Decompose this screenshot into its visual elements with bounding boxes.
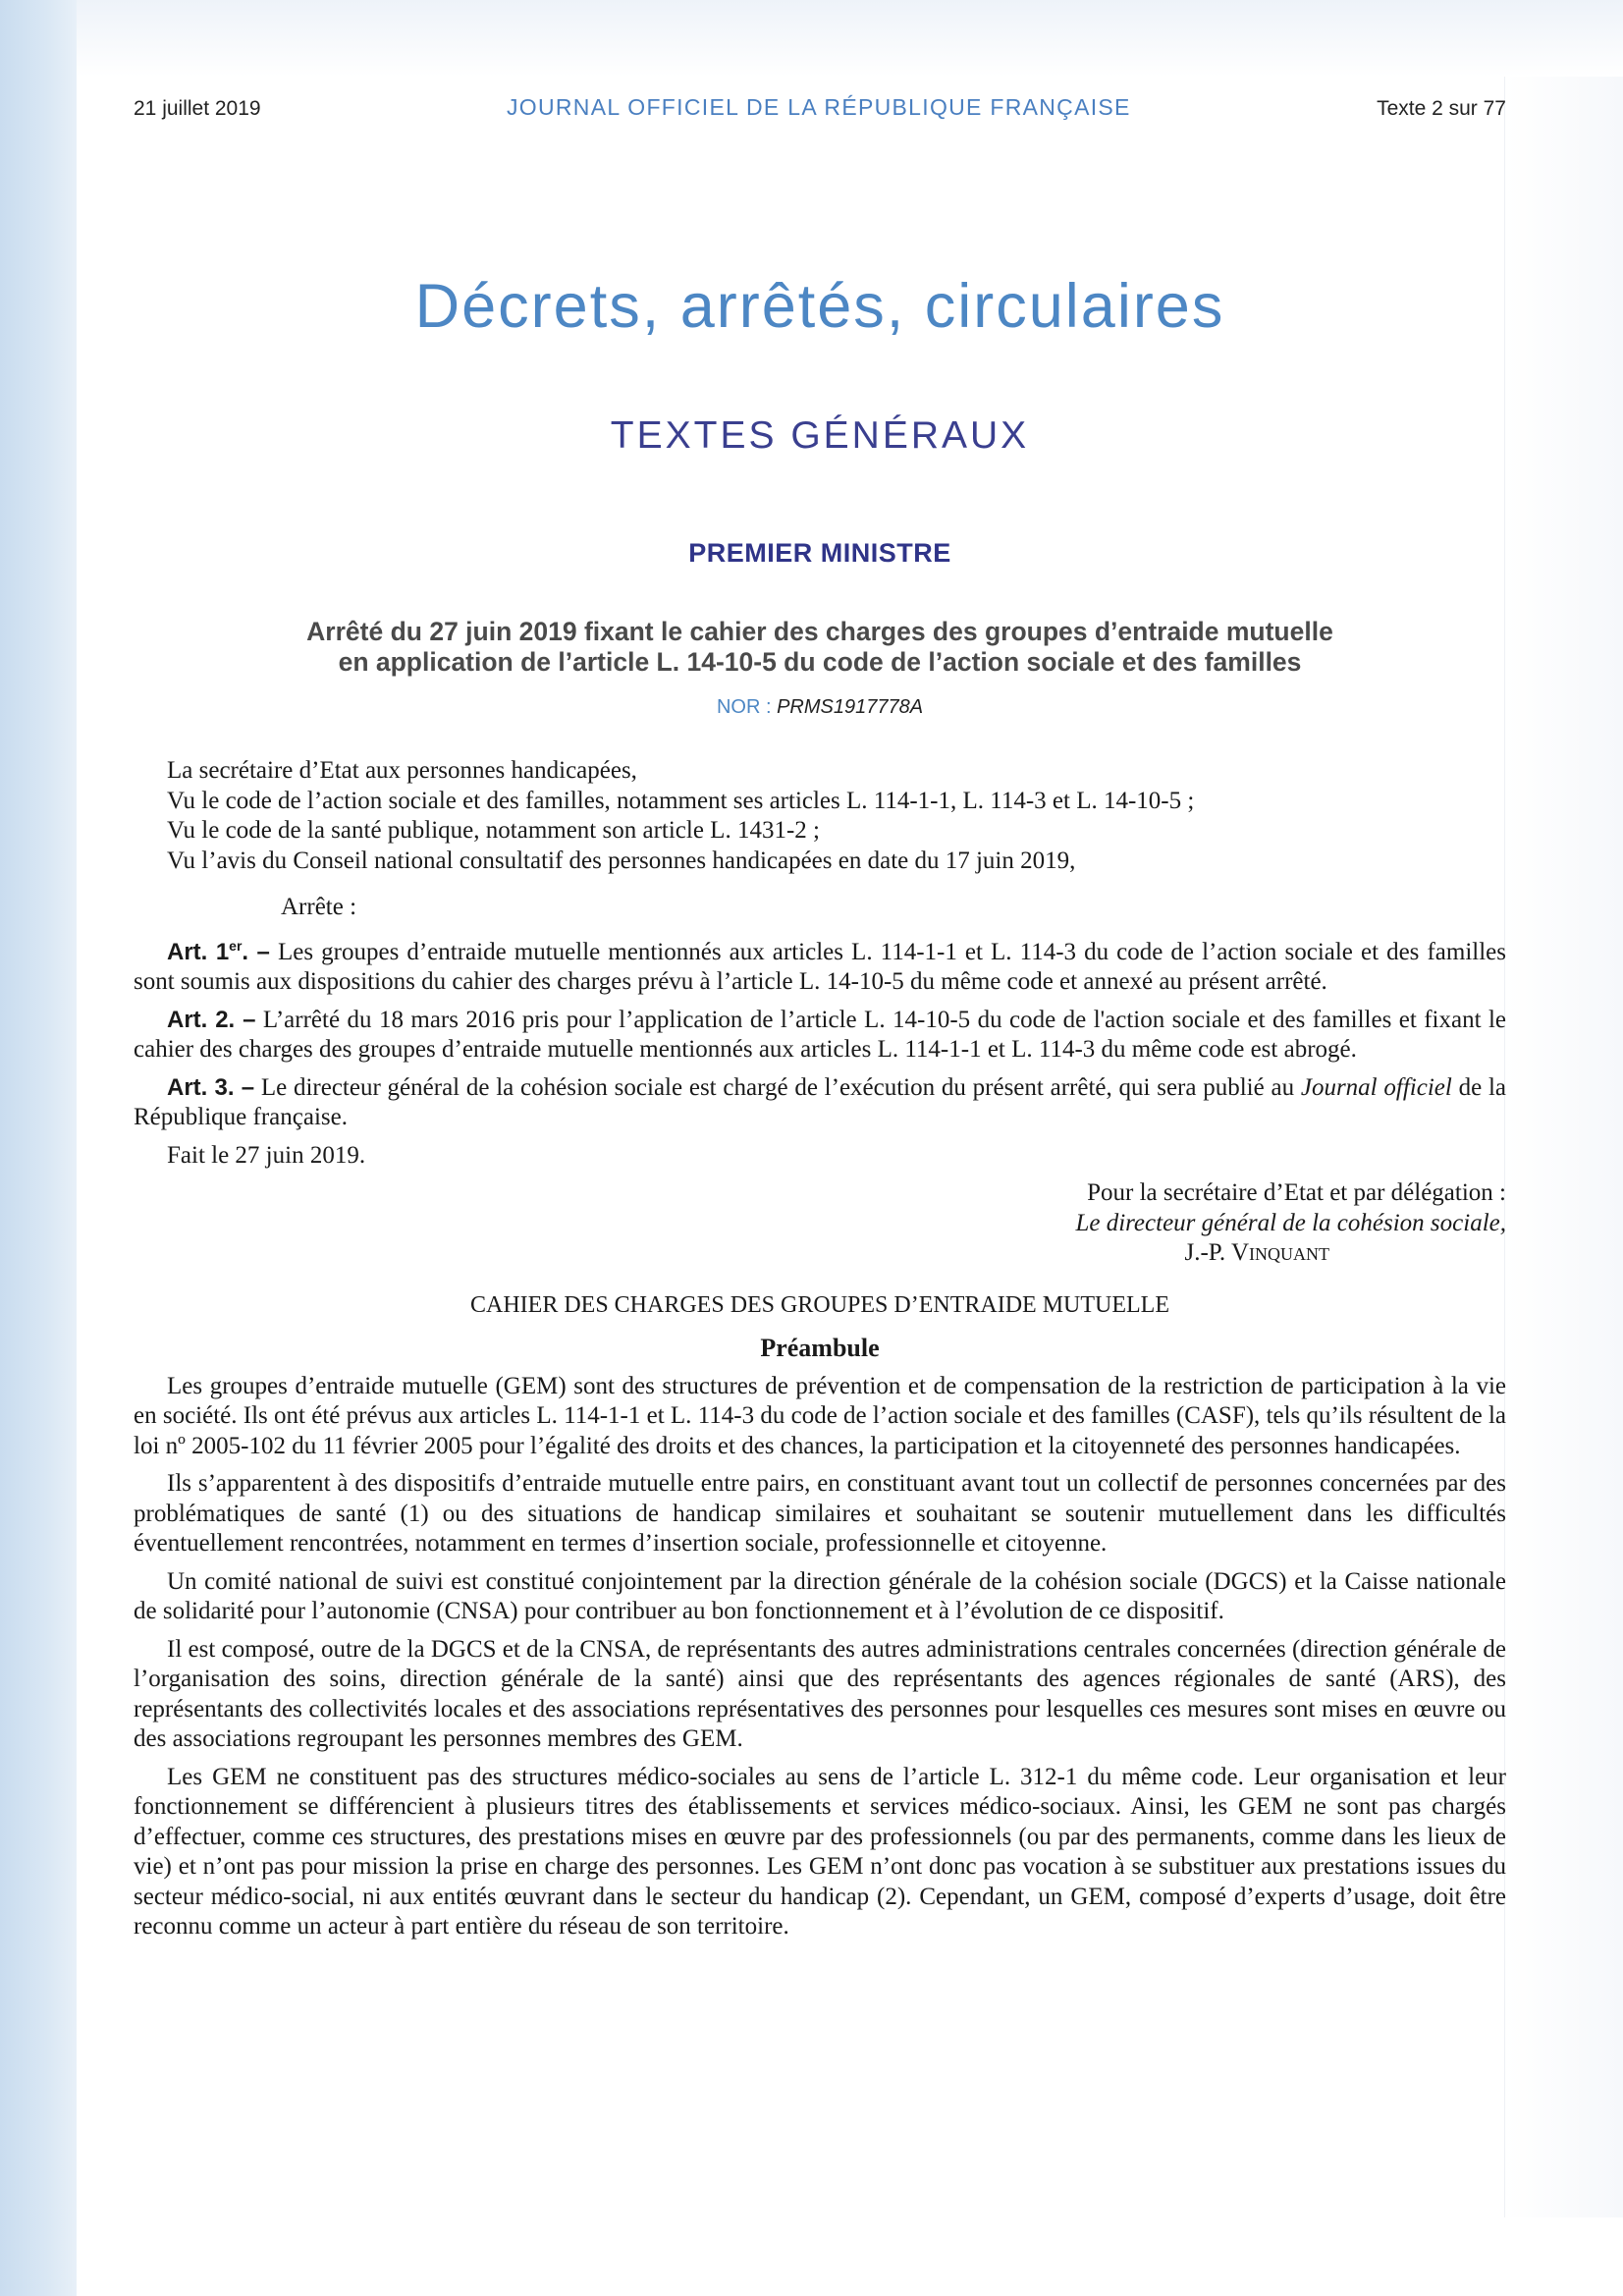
arrete-word: Arrête : [281, 894, 357, 920]
article-1-text: Les groupes d’entraide mutuelle mentionnés aux articles L. 114-1-1 et L. 114-3 du code de l’action sociale et des familles sont soumis aux dispositions du cahier des charges prévu à l’article L. 14-10-5 du même code et annexé au présent arrêté. [134, 938, 1506, 995]
article-3: Art. 3. – Le directeur général de la cohésion sociale est chargé de l’exécution du présent arrêté, qui sera publié au Journal officiel de la République française. [134, 1073, 1506, 1130]
fait-le: Fait le 27 juin 2019. [167, 1141, 366, 1169]
article-1-label: Art. 1er. – [167, 937, 270, 965]
document-body [134, 756, 1506, 1942]
journal-title: JOURNAL OFFICIEL DE LA RÉPUBLIQUE FRANÇAISE [506, 94, 1131, 120]
arrete-title-line-2: en application de l’article L. 14-10-5 du code de l’action sociale et des familles [338, 647, 1302, 677]
preambule-paragraph: Un comité national de suivi est constitué conjointement par la direction générale de la cohésion sociale (DGCS) et la Caisse nationale de solidarité pour l’autonomie (CNSA) pour contribuer au bon fonctionnement et à l’évolution de ce dispositif. [134, 1567, 1506, 1624]
page-right-edge [1504, 77, 1623, 2217]
header-date: 21 juillet 2019 [134, 97, 261, 120]
signature-block [134, 1178, 1506, 1269]
arrete-title-line-1: Arrêté du 27 juin 2019 fixant le cahier des charges des groupes d’entraide mutuelle [306, 617, 1333, 646]
article-2-text: L’arrêté du 18 mars 2016 pris pour l’application de l’article L. 14-10-5 du code de l'action sociale et des familles et fixant le cahier des charges des groupes d’entraide mutuelle mentionnés aux articles L. 114-1-1 et L. 114-3 du même code est abrogé. [134, 1006, 1507, 1063]
article-1 [134, 931, 1506, 998]
arrete-title [187, 617, 1453, 678]
page-top-edge [77, 0, 1623, 77]
visa-line: Vu l’avis du Conseil national consultatif des personnes handicapées en date du 17 juin 2019, [167, 847, 1076, 874]
visa-line: La secrétaire d’Etat aux personnes handicapées, [167, 757, 637, 784]
section-title: TEXTES GÉNÉRAUX [610, 414, 1030, 457]
preambule-title: Préambule [760, 1334, 880, 1362]
cahier-title: CAHIER DES CHARGES DES GROUPES D’ENTRAIDE MUTUELLE [470, 1291, 1169, 1318]
preambule-paragraph: Les groupes d’entraide mutuelle (GEM) sont des structures de prévention et de compensation de la restriction de participation à la vie en société. Ils ont été prévus aux articles L. 114-1-1 et L. 114-3 du code de l’action sociale et des familles (CASF), tels qu’ils résultent de la loi nº 2005-102 du 11 février 2005 pour l’égalité des droits et des chances, la participation et la citoyenneté des personnes handicapées. [134, 1372, 1506, 1459]
visa-line: Vu le code de l’action sociale et des familles, notamment ses articles L. 114-1-1, L. 114-3 et L. 14-10-5 ; [167, 787, 1195, 814]
preambule-paragraph: Les GEM ne constituent pas des structures médico-sociales au sens de l’article L. 312-1 du même code. Leur organisation et leur fonctionnement se différencient à plusieurs titres des établissements et services médico-sociaux. Ainsi, les GEM ne sont pas chargés d’effectuer, comme ces structures, des prestations mises en œuvre par des professionnels (ou par des permanents, comme dans les lieux de vie) et n’ont pas pour mission la prise en charge des personnes. Les GEM n’ont donc pas vocation à se substituer aux prestations issues du secteur médico-social, ni aux entités œuvrant dans le secteur du handicap (2). Cependant, un GEM, composé d’experts d’usage, doit être reconnu comme un acteur à part entière du réseau de son territoire. [134, 1763, 1506, 1940]
nor-reference [134, 696, 1506, 719]
nor-value: PRMS1917778A [777, 696, 924, 718]
page-number: Texte 2 sur 77 [1377, 97, 1506, 120]
visa-line: Vu le code de la santé publique, notamment son article L. 1431-2 ; [167, 817, 820, 844]
article-2 [134, 1006, 1506, 1066]
journal-officiel-italic: Journal officiel [1300, 1073, 1452, 1101]
signature-line-1: Pour la secrétaire d’Etat et par délégation : [1087, 1179, 1506, 1206]
preambule-paragraph: Il est composé, outre de la DGCS et de la CNSA, de représentants des autres administrations centrales concernées (direction générale de l’organisation des soins, direction générale de la santé) ainsi que des représentants des agences régionales de santé (ARS), des représentants des collectivités locales et des associations représentatives des personnes pour lesquelles ces mesures sont mises en œuvre ou des associations regroupant les personnes membres des GEM. [134, 1635, 1506, 1752]
page-header [134, 94, 1506, 128]
signature-name: J.-P. Vinquant [1184, 1239, 1329, 1266]
signature-line-2: Le directeur général de la cohésion sociale, [1075, 1209, 1506, 1236]
nor-label: NOR : [716, 696, 772, 718]
left-margin-band [0, 0, 77, 2296]
article-2-label: Art. 2. – [167, 1006, 256, 1033]
preambule-paragraph: Ils s’apparentent à des dispositifs d’entraide mutuelle entre pairs, en constituant avant tout un collectif de personnes concernées par des problématiques de santé (1) ou des situations de handicap similaires et souhaitant se soutenir mutuellement dans les difficultés éventuellement rencontrées, notamment en termes d’insertion sociale, professionnelle et citoyenne. [134, 1470, 1506, 1557]
article-3-label: Art. 3. – [167, 1073, 255, 1101]
main-title: Décrets, arrêtés, circulaires [414, 272, 1225, 341]
ministry-heading: PREMIER MINISTRE [688, 538, 951, 568]
